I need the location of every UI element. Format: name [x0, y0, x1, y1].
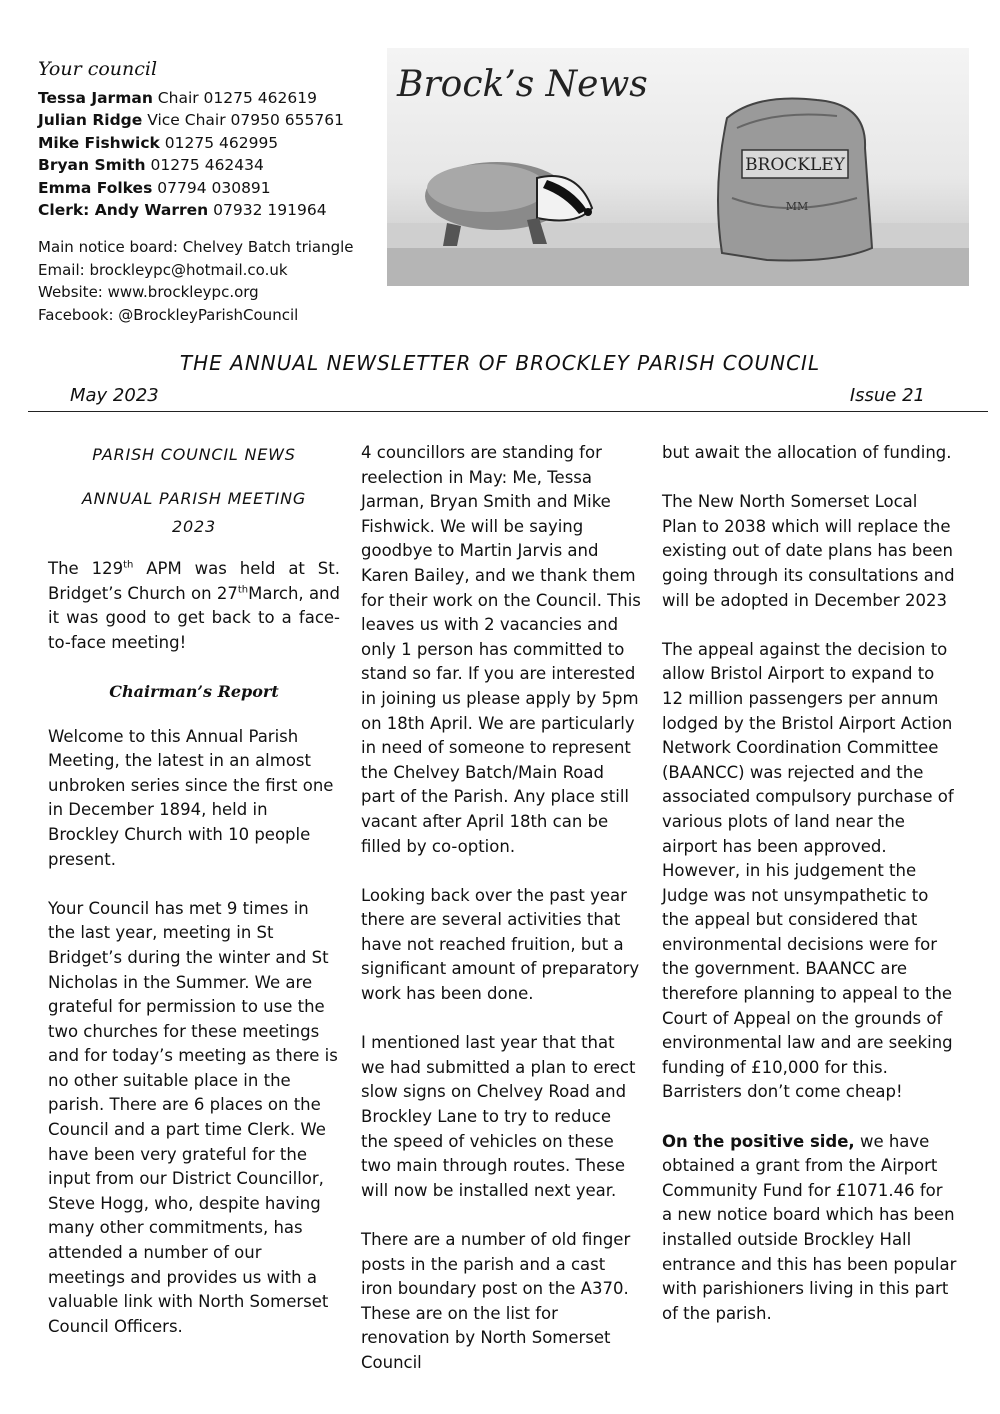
- paragraph: On the positive side, we have obtained a grant from the Airport Community Fund for £1071.46 for a new notice board which has been installed outside Brockley Hall entrance and this has been popular with parishioners living in this part of the parish.: [662, 1131, 957, 1323]
- issue-date: May 2023: [70, 385, 159, 406]
- council-member: Clerk: Andy Warren 07932 191964: [38, 201, 327, 219]
- newsletter-logo-title: Brock’s News: [397, 64, 648, 105]
- section-heading: PARISH COUNCIL NEWS: [92, 445, 296, 464]
- meeting-intro: The 129th APM was held at St. Bridget’s Church on 27thMarch, and it was good to get back to a face-to-face meeting!: [48, 559, 340, 652]
- banner-image: [387, 48, 969, 286]
- column-3: [662, 441, 957, 1351]
- paragraph: The New North Somerset Local Plan to 2038 which will replace the existing out of date plans has been going through its consultations and will be adopted in December 2023: [662, 492, 955, 610]
- stone-mark: MM: [785, 200, 809, 213]
- paragraph: Looking back over the past year there are several activities that have not reached fruition, but a significant amount of preparatory work has been done.: [361, 885, 640, 1004]
- notice-board-line: Main notice board: Chelvey Batch triangle: [38, 238, 354, 256]
- paragraph: Welcome to this Annual Parish Meeting, the latest in an almost unbroken series since the first one in December 1894, held in Brockley Church with 10 people present.: [48, 726, 334, 869]
- paragraph: Your Council has met 9 times in the last year, meeting in St Bridget’s during the winter and St Nicholas in the Summer. We are grateful for permission to use the two churches for these meetings and for today’s meeting as there is no other suitable place in the parish. There are 6 places on the Council and a part time Clerk. We have been very grateful for the input from our District Councillor, Steve Hogg, who, despite having many other commitments, has attended a number of our meetings and provides us with a valuable link with North Somerset Council Officers.: [48, 898, 338, 1336]
- column-2: [361, 441, 641, 1400]
- email-line: Email: brockleypc@hotmail.co.uk: [38, 260, 288, 279]
- column-1: [48, 441, 340, 1364]
- council-heading: Your council: [38, 58, 158, 80]
- contact-info: [38, 236, 354, 326]
- website-line: Website: www.brockleypc.org: [38, 283, 259, 301]
- header-divider: [28, 411, 988, 412]
- issue-number: Issue 21: [849, 385, 925, 406]
- facebook-line: Facebook: @BrockleyParishCouncil: [38, 305, 299, 324]
- paragraph: There are a number of old finger posts in the parish and a cast iron boundary post on the A370. These are on the list for renovation by North Somerset Council: [361, 1230, 631, 1372]
- chairmans-report-heading: Chairman’s Report: [109, 681, 279, 701]
- paragraph: 4 councillors are standing for reelection in May: Me, Tessa Jarman, Bryan Smith and Mike Fishwick. We will be saying goodbye to Martin Jarvis and Karen Bailey, and we thank them for their work on the Council. This leaves us with 2 vacancies and only 1 person has committed to stand so far. If you are interested in joining us please apply by 5pm on 18th April. We are particularly in need of someone to represent the Chelvey Batch/Main Road part of the Parish. Any place still vacant after April 18th can be filled by co-option.: [361, 443, 641, 856]
- newsletter-title: THE ANNUAL NEWSLETTER OF BROCKLEY PARISH COUNCIL: [179, 351, 821, 375]
- paragraph: The appeal against the decision to allow Bristol Airport to expand to 12 million passengers per annum lodged by the Bristol Airport Action Network Coordination Committee (BAANCC) was rejected and the associated compulsory purchase of various plots of land near the airport has been approved. However, in his judgement the Judge was not unsympathetic to the appeal but considered that environmental decisions were for the government. BAANCC are therefore planning to appeal to the Court of Appeal on the grounds of environmental law and are seeking funding of £10,000 for this. Barristers don’t come cheap!: [662, 639, 954, 1102]
- council-member: Bryan Smith 01275 462434: [38, 156, 264, 174]
- paragraph: but await the allocation of funding.: [662, 443, 952, 462]
- council-member: Tessa Jarman Chair 01275 462619: [38, 88, 317, 107]
- stone-text: BROCKLEY: [745, 155, 845, 175]
- stone-icon: [718, 98, 872, 260]
- council-member: Mike Fishwick 01275 462995: [38, 133, 279, 152]
- meeting-heading: ANNUAL PARISH MEETING 2023: [81, 489, 307, 536]
- council-member: Emma Folkes 07794 030891: [38, 178, 271, 197]
- paragraph: I mentioned last year that that we had submitted a plan to erect slow signs on Chelvey Road and Brockley Lane to try to reduce the speed of vehicles on these two main through routes. These will now be installed next year.: [361, 1033, 636, 1200]
- council-member: Julian Ridge Vice Chair 07950 655761: [38, 111, 344, 129]
- council-info: [38, 58, 368, 222]
